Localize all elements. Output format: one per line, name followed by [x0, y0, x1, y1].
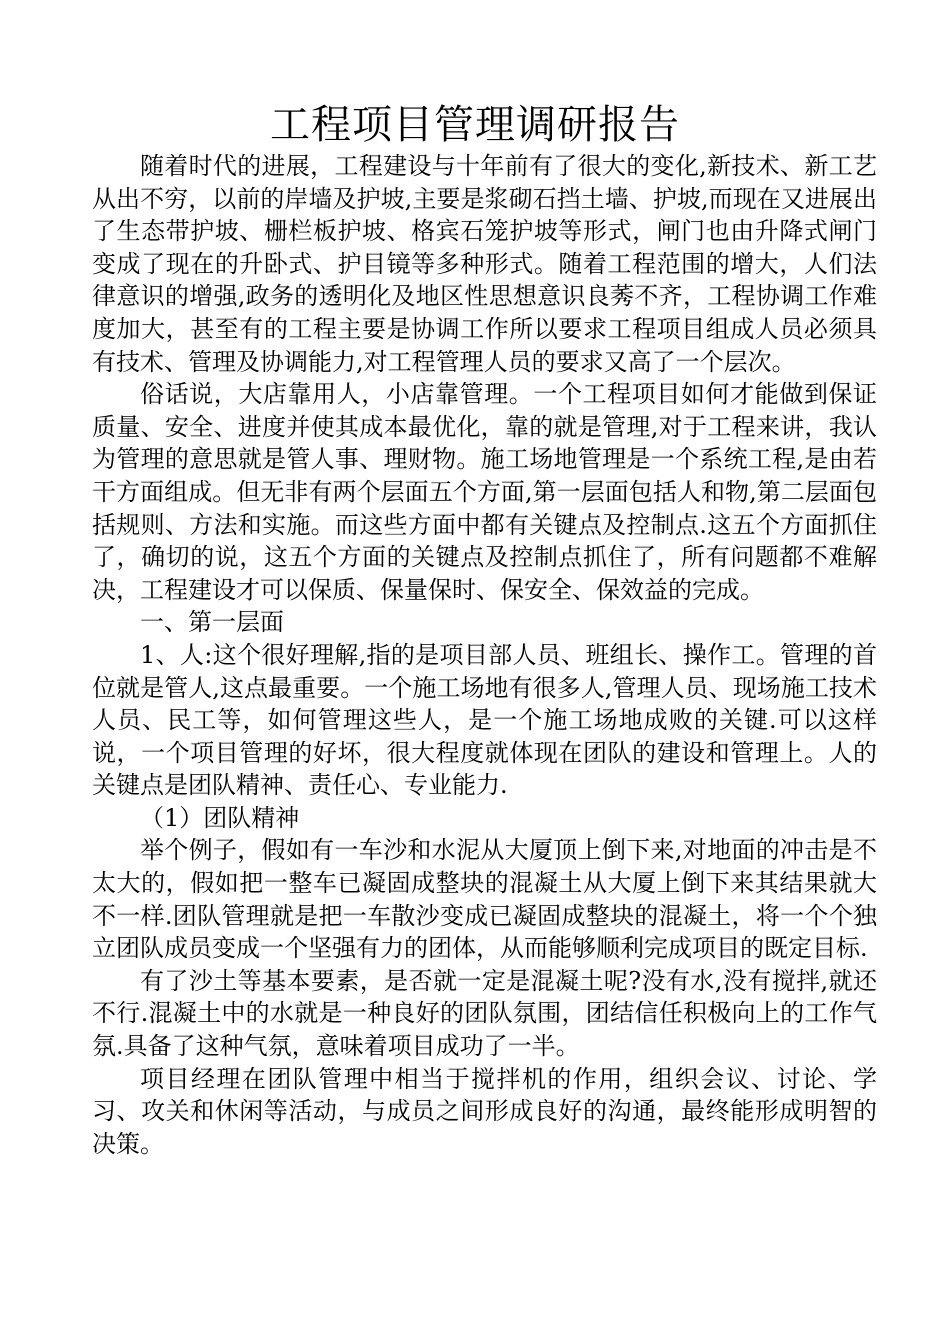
paragraph-project-manager: 项目经理在团队管理中相当于搅拌机的作用，组织会议、讨论、学习、攻关和休闲等活动，与成员之间形成良好的沟通，最终能形成明智的决策。: [92, 1064, 877, 1158]
subsection-heading-team-spirit: （1）团队精神: [140, 803, 300, 832]
paragraph-people: 1、人:这个很好理解,指的是项目部人员、班组长、操作工。管理的首位就是管人,这点最重要。一个施工场地有很多人,管理人员、现场施工技术人员、民工等，如何管理这些人，是一个施工场地成败的关键.可以这样说，一个项目管理的好坏，很大程度就体现在团队的建设和管理上。人的关键点是团队精神、责任心、专业能力.: [92, 640, 877, 800]
paragraph-example: 举个例子，假如有一车沙和水泥从大厦顶上倒下来,对地面的冲击是不太大的，假如把一整车已凝固成整块的混凝土从大厦上倒下来其结果就大不一样.团队管理就是把一车散沙变成已凝固成整块的混凝土，将一个个独立团队成员变成一个坚强有力的团体，从而能够顺利完成项目的既定目标.: [92, 836, 877, 963]
document-body: [92, 150, 877, 1160]
document-title: 工程项目管理调研报告: [270, 102, 680, 148]
paragraph-intro: 随着时代的进展，工程建设与十年前有了很大的变化,新技术、新工艺从出不穷，以前的岸墙及护坡,主要是浆砌石挡土墙、护坡,而现在又进展出了生态带护坡、栅栏板护坡、格宾石笼护坡等形式，闸门也由升降式闸门变成了现在的升卧式、护目镜等多种形式。随着工程范围的增大，人们法律意识的增强,政务的透明化及地区性思想意识良莠不齐，工程协调工作难度加大，甚至有的工程主要是协调工作所以要求工程项目组成人员必须具有技术、管理及协调能力,对工程管理人员的要求又高了一个层次。: [92, 152, 877, 376]
paragraph-management: 俗话说，大店靠用人，小店靠管理。一个工程项目如何才能做到保证质量、安全、进度并使其成本最优化，靠的就是管理,对于工程来讲，我认为管理的意思就是管人事、理财物。施工场地管理是一个系统工程,是由若干方面组成。但无非有两个层面五个方面,第一层面包括人和物,第二层面包括规则、方法和实施。而这些方面中都有关键点及控制点.这五个方面抓住了，确切的说，这五个方面的关键点及控制点抓住了，所有问题都不难解决，工程建设才可以保质、保量保时、保安全、保效益的完成。: [92, 380, 877, 604]
paragraph-water: 有了沙土等基本要素，是否就一定是混凝土呢?没有水,没有搅拌,就还不行.混凝土中的水就是一种良好的团队氛围，团结信任积极向上的工作气氛.具备了这种气氛，意味着项目成功了一半。: [92, 966, 877, 1061]
section-heading-first-level: 一、第一层面: [140, 608, 284, 637]
